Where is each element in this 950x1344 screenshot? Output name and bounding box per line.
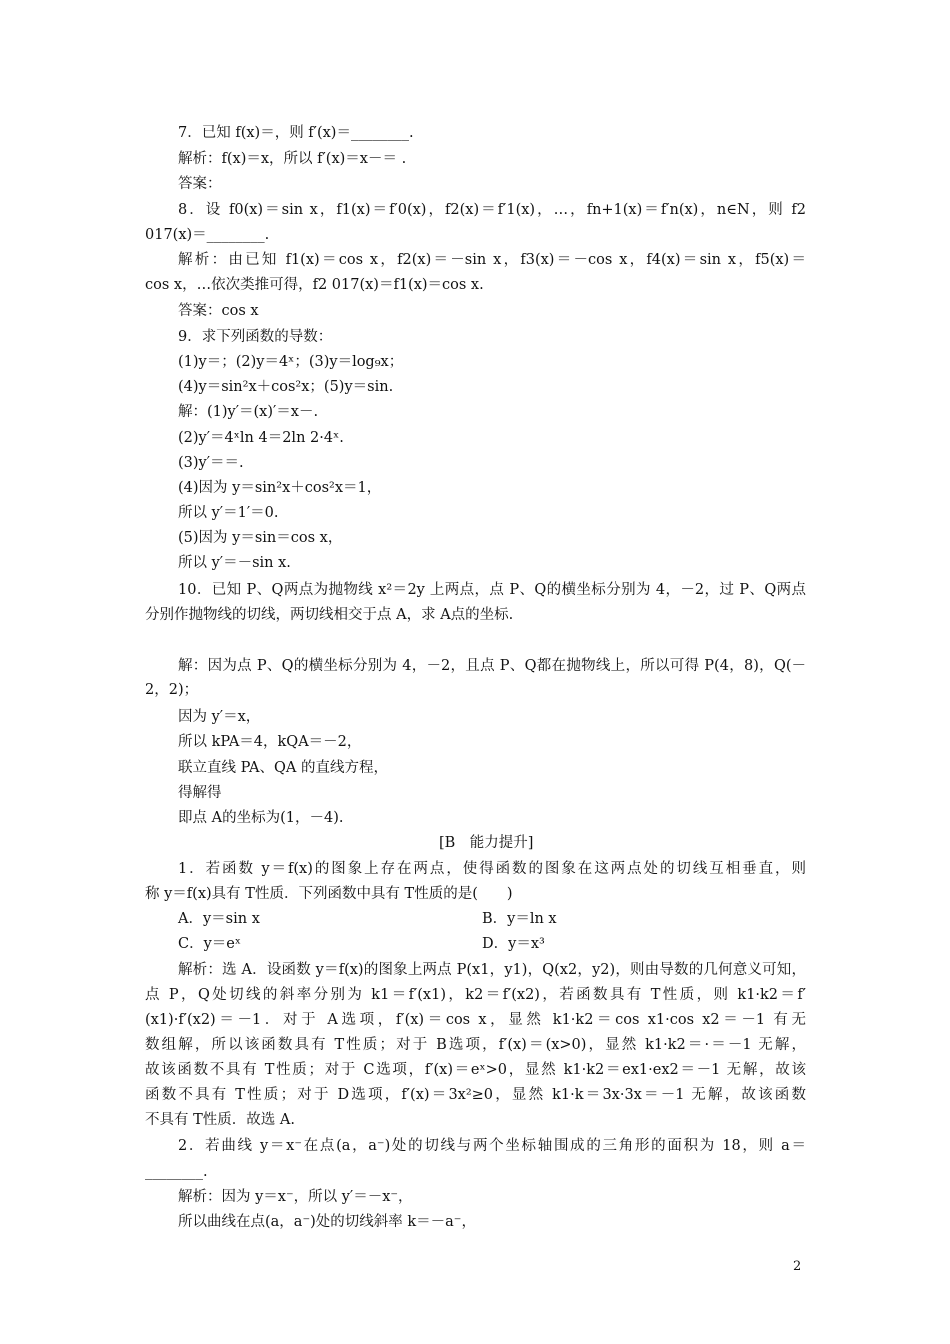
text-line: 称 y＝f(x)具有 T性质．下列函数中具有 T性质的是( ) [145, 886, 513, 902]
text-line: ________. [145, 1164, 208, 1180]
text-line: 故该函数不具有 T性质；对于 C选项，f′(x)＝eˣ>0，显然 k1·k2＝ex1·ex2＝－1 无解，故该 [145, 1062, 806, 1078]
text-line: (4)y＝sin²x＋cos²x；(5)y＝sin. [178, 379, 394, 395]
text-line: 2，2)； [145, 682, 199, 698]
text-line: (2)y′＝4ˣln 4＝2ln 2·4ˣ. [178, 430, 344, 446]
text-line: D．y＝x³ [482, 936, 545, 952]
text-line: 即点 A的坐标为(1，－4). [178, 810, 344, 826]
text-line: 9．求下列函数的导数： [178, 329, 333, 345]
text-line: 所以 kPA＝4，kQA＝－2， [178, 734, 362, 750]
text-line: 数组解，所以该函数具有 T性质；对于 B选项，f′(x)＝(x>0)，显然 k1·k2＝·＝－1 无解， [145, 1037, 806, 1053]
text-line: 10．已知 P、Q两点为抛物线 x²＝2y 上两点，点 P、Q的横坐标分别为 4，－2，过 P、Q两点 [178, 582, 806, 598]
text-line: 解析：选 A．设函数 y＝f(x)的图象上两点 P(x1，y1)，Q(x2，y2)，则由导数的几何意义可知， [178, 962, 806, 978]
text-line: 答案：cos x [178, 303, 259, 319]
text-line: (3)y′＝＝. [178, 455, 244, 471]
text-line: 所以 y′＝1′＝0. [178, 505, 279, 521]
text-line: 所以 y′＝－sin x. [178, 555, 291, 571]
text-line: 不具有 T性质．故选 A. [145, 1112, 295, 1128]
text-line: 因为 y′＝x， [178, 709, 261, 725]
text-line: (5)因为 y＝sin＝cos x， [178, 530, 343, 546]
text-line: 解析：由已知 f1(x)＝cos x，f2(x)＝－sin x，f3(x)＝－cos x，f4(x)＝sin x，f5(x)＝ [178, 252, 806, 268]
text-line: 联立直线 PA、QA 的直线方程， [178, 760, 388, 776]
page-number: 2 [793, 1259, 802, 1274]
text-line: 2．若曲线 y＝x⁻在点(a，a⁻)处的切线与两个坐标轴围成的三角形的面积为 18，则 a＝ [178, 1138, 806, 1154]
text-line: A．y＝sin x [178, 911, 260, 927]
text-line: (x1)·f′(x2)＝－1．对于 A选项，f′(x)＝cos x，显然 k1·k2＝cos x1·cos x2＝－1 有无 [145, 1012, 806, 1028]
text-line: 8．设 f0(x)＝sin x，f1(x)＝f′0(x)，f2(x)＝f′1(x)，…，fn+1(x)＝f′n(x)，n∈N，则 f2 [178, 202, 806, 218]
text-line: C．y＝eˣ [178, 936, 242, 952]
text-line: 1．若函数 y＝f(x)的图象上存在两点，使得函数的图象在这两点处的切线互相垂直，则 [178, 861, 806, 877]
text-line: [B 能力提升] [439, 835, 534, 851]
text-line: (1)y＝；(2)y＝4ˣ；(3)y＝log₉x； [178, 354, 404, 370]
text-line: 解：因为点 P、Q的横坐标分别为 4，－2，且点 P、Q都在抛物线上，所以可得 P(4，8)，Q(－ [178, 658, 806, 674]
text-line: 点 P，Q处切线的斜率分别为 k1＝f′(x1)，k2＝f′(x2)，若函数具有 T性质，则 k1·k2＝f′ [145, 987, 806, 1003]
text-line: 7．已知 f(x)＝，则 f′(x)＝________. [178, 125, 414, 141]
text-line: cos x，…依次类推可得，f2 017(x)＝f1(x)＝cos x. [145, 277, 484, 293]
text-line: 解：(1)y′＝(x)′＝x－. [178, 404, 319, 420]
text-line: 017(x)＝________. [145, 227, 270, 243]
text-line: 答案： [178, 176, 222, 192]
text-line: 解析：因为 y＝x⁻，所以 y′＝－x⁻， [178, 1189, 413, 1205]
text-line: 分别作抛物线的切线，两切线相交于点 A，求 A点的坐标. [145, 607, 514, 623]
text-line: 得解得 [178, 785, 222, 801]
text-line: 解析：f(x)＝x，所以 f′(x)＝x－＝ . [178, 151, 407, 167]
text-line: (4)因为 y＝sin²x＋cos²x＝1， [178, 480, 382, 496]
text-line: 函数不具有 T性质；对于 D选项，f′(x)＝3x²≥0，显然 k1·k＝3x·3x＝－1 无解，故该函数 [145, 1087, 806, 1103]
text-line: B．y＝ln x [482, 911, 557, 927]
text-line: 所以曲线在点(a，a⁻)处的切线斜率 k＝－a⁻， [178, 1214, 476, 1230]
